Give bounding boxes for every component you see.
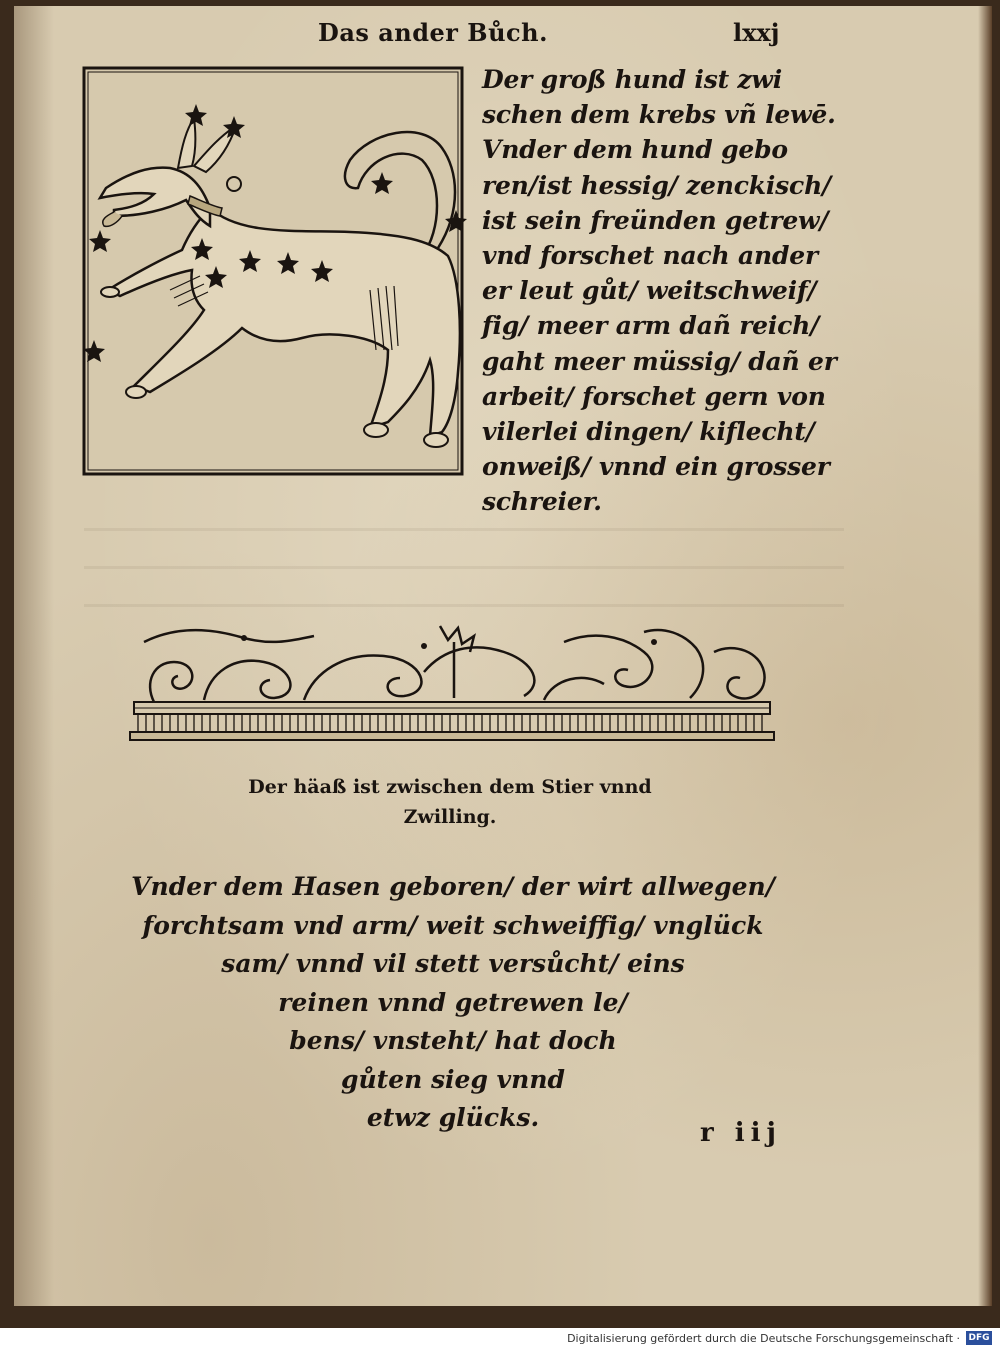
text-line: Der groß hund ist zwi — [482, 65, 783, 94]
text-line: er leut gůt/ weitschweif/ — [482, 276, 817, 306]
text-line: reinen vnnd getrewen le/ — [278, 987, 628, 1017]
text-line: ist sein freünden getrew/ — [482, 205, 829, 235]
heading-line: Der häaß ist zwischen dem Stier vnnd — [248, 776, 652, 798]
digitization-footer — [0, 1328, 1000, 1350]
text-line: arbeit/ forschet gern von — [482, 381, 826, 411]
text-line: onweiß/ vnnd ein grosser — [482, 452, 830, 482]
heading-line: Zwilling. — [403, 806, 497, 828]
section-hare-text — [108, 868, 798, 1138]
decorative-woodcut-border-icon — [124, 612, 776, 748]
text-line: Vnder dem Hasen geboren/ der wirt allwegen/ — [131, 872, 775, 901]
text-line: vilerlei dingen/ kiflecht/ — [482, 417, 815, 447]
text-line: schreier. — [482, 487, 602, 517]
page-edge-shadow — [978, 6, 992, 1306]
section-hare-heading — [220, 772, 680, 832]
dog-constellation-woodcut-icon — [70, 60, 474, 480]
signature-mark: r iij — [700, 1118, 782, 1148]
text-line: gaht meer müssig/ dañ er — [482, 346, 837, 376]
running-head: Das ander Bůch. — [318, 18, 548, 47]
section-great-dog-text — [482, 62, 837, 520]
text-line: forchtsam vnd arm/ weit schweiffig/ vnglück — [142, 910, 764, 940]
footer-credit: Digitalisierung gefördert durch die Deutsche Forschungsgemeinschaft · — [567, 1332, 960, 1345]
folio-number: lxxj — [733, 18, 780, 47]
text-line: fig/ meer arm dañ reich/ — [482, 311, 820, 341]
text-line: Vnder dem hund gebo — [482, 135, 788, 165]
text-line: sam/ vnnd vil stett versůcht/ eins — [221, 949, 685, 978]
show-through-text — [84, 506, 844, 626]
page-gutter-shadow — [14, 6, 54, 1306]
text-line: gůten sieg vnnd — [340, 1064, 565, 1094]
text-line: ren/ist hessig/ zenckisch/ — [482, 170, 831, 200]
text-line: etwz glücks. — [366, 1103, 540, 1132]
text-line: vnd forschet nach ander — [482, 241, 818, 271]
text-line: schen dem krebs vñ lewē. — [482, 100, 836, 130]
text-line: bens/ vnsteht/ hat doch — [289, 1026, 617, 1055]
dfg-logo-icon[interactable]: DFG — [966, 1331, 992, 1345]
